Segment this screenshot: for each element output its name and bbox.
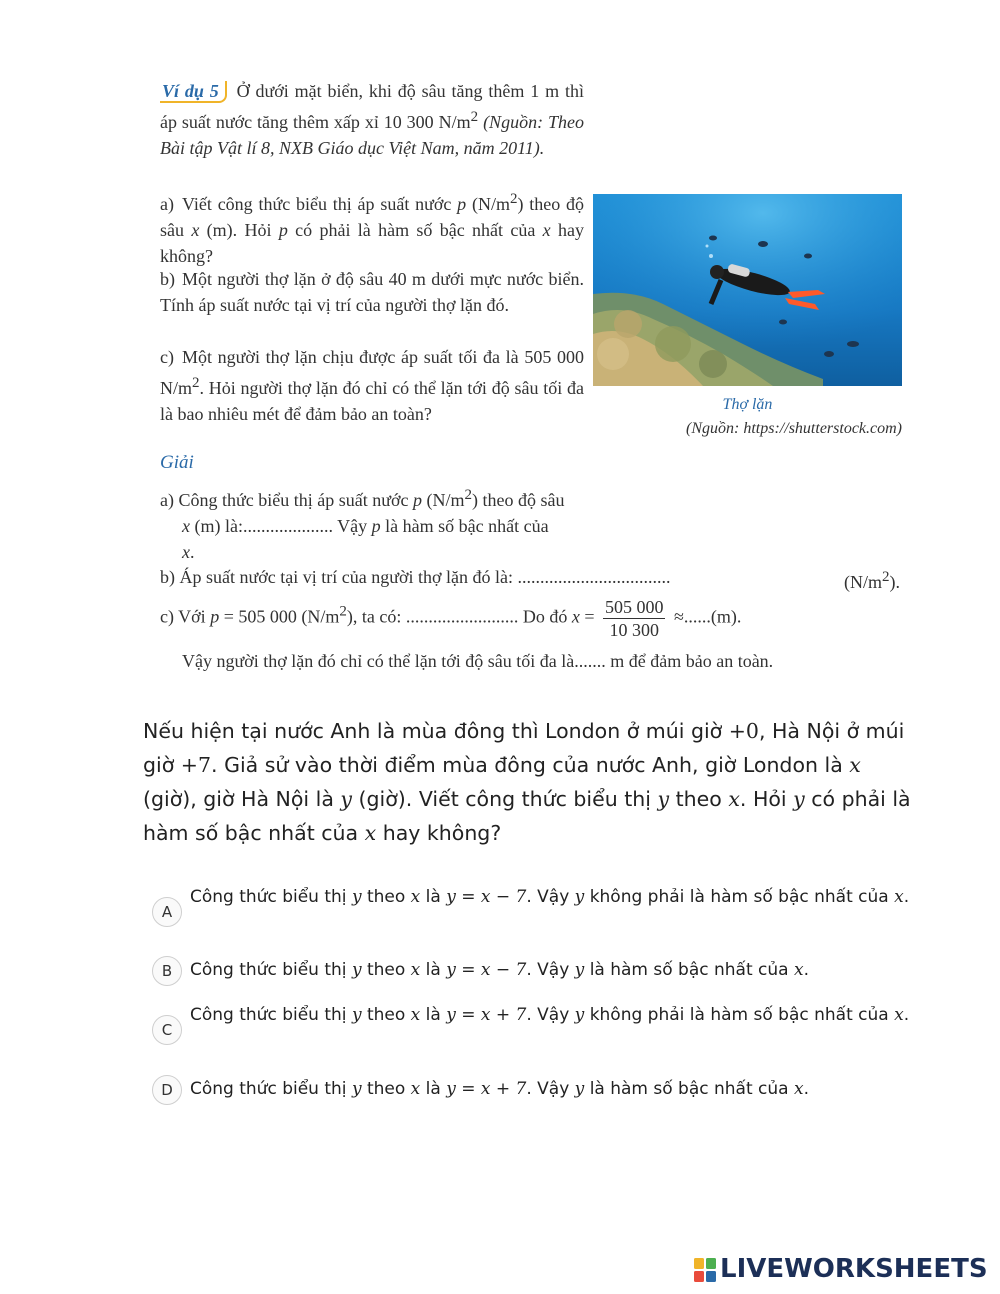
q-t8: có phải là hàm số bậc nhất của bbox=[143, 787, 911, 845]
example-part-a bbox=[160, 186, 584, 269]
option-d-circle[interactable]: D bbox=[152, 1075, 182, 1105]
example-source: (Nguồn: Theo Bài tập Vật lí 8, NXB Giáo dục Việt Nam, năm 2011). bbox=[160, 112, 584, 158]
sol-a-var-x-2: x bbox=[182, 542, 190, 562]
example-label: Ví dụ 5 bbox=[160, 81, 227, 103]
option-text-fragment: . Vậy bbox=[526, 887, 570, 907]
part-a-letter: a) bbox=[160, 194, 174, 214]
sol-c-eq: = 505 000 (N/m bbox=[223, 606, 340, 627]
option-text-fragment: . bbox=[803, 1079, 809, 1099]
example-intro-sup: 2 bbox=[470, 109, 479, 125]
example-part-b bbox=[160, 266, 584, 318]
option-text-fragment: . Vậy bbox=[526, 1005, 570, 1025]
option-text-fragment: theo bbox=[366, 1005, 406, 1025]
q-m5: y bbox=[657, 787, 670, 811]
option-math-fragment: x bbox=[410, 1079, 421, 1099]
option-text-fragment: là bbox=[425, 960, 441, 980]
q-t2: , Hà Nội ở múi giờ bbox=[143, 719, 905, 777]
part-a-var-p-2: p bbox=[278, 220, 288, 240]
sol-c-equals: = bbox=[584, 606, 595, 627]
option-math-fragment: y bbox=[351, 1079, 362, 1099]
option-math-fragment: x bbox=[794, 1079, 804, 1099]
sol-b-unit: (N/m bbox=[844, 572, 882, 592]
part-b-letter: b) bbox=[160, 269, 175, 289]
part-a-var-x: x bbox=[191, 220, 200, 240]
option-text-fragment: là bbox=[425, 1005, 441, 1025]
q-m1: +0 bbox=[728, 719, 759, 743]
solution-part-a bbox=[160, 482, 610, 565]
sol-a-var-p: p bbox=[412, 490, 422, 510]
option-text-fragment: là bbox=[425, 1079, 441, 1099]
part-c-text-1: Một người thợ lặn chịu được áp suất tối đa là 505 000 N/m bbox=[160, 347, 584, 398]
sol-c-denominator: 10 300 bbox=[609, 620, 659, 640]
sol-end-text-1: Vậy người thợ lặn đó chỉ có thể lặn tới độ sâu tối đa là bbox=[182, 651, 575, 671]
sol-c-approx: ≈ bbox=[673, 606, 684, 627]
option-text-fragment: . bbox=[903, 887, 910, 907]
example-intro bbox=[160, 78, 584, 161]
sol-c-unit: (m). bbox=[710, 606, 742, 627]
q-m7: y bbox=[793, 787, 805, 811]
part-a-unit-end: ) bbox=[517, 194, 524, 214]
sol-c-var-x: x bbox=[571, 606, 580, 627]
part-a-text-4: có phải là hàm số bậc nhất của bbox=[295, 220, 536, 240]
option-math-fragment: y bbox=[351, 1005, 362, 1025]
option-math-fragment: y = x + 7 bbox=[446, 1005, 527, 1025]
option-math-fragment: x bbox=[410, 960, 421, 980]
option-math-fragment: y bbox=[351, 960, 362, 980]
option-a-text[interactable] bbox=[190, 883, 950, 911]
option-text-fragment: . bbox=[803, 960, 809, 980]
part-a-var-p: p bbox=[457, 194, 467, 214]
part-a-text-3: (m). Hỏi bbox=[206, 220, 272, 240]
option-text-fragment: . bbox=[903, 1005, 910, 1025]
solution-heading: Giải bbox=[160, 452, 194, 473]
option-text-fragment: là bbox=[425, 887, 441, 907]
sol-a-var-p-2: p bbox=[371, 516, 381, 536]
sol-a-text-3: (m) là: bbox=[194, 516, 243, 536]
sol-c-text-3: Do đó bbox=[522, 606, 568, 627]
option-text-fragment: là hàm số bậc nhất của bbox=[589, 1079, 789, 1099]
liveworksheets-text: LIVEWORKSHEETS bbox=[720, 1254, 988, 1284]
q-t9: hay không? bbox=[382, 821, 502, 845]
question-text bbox=[143, 714, 913, 850]
part-a-text-1: Viết công thức biểu thị áp suất nước bbox=[182, 194, 452, 214]
example-part-c bbox=[160, 344, 584, 427]
option-text-fragment: theo bbox=[366, 887, 406, 907]
part-a-unit: (N/m bbox=[471, 194, 510, 214]
sol-c-blank[interactable]: ......................... bbox=[405, 606, 519, 627]
q-t5: (giờ). Viết công thức biểu thị bbox=[358, 787, 651, 811]
q-m6: x bbox=[728, 787, 740, 811]
part-a-unit-sup: 2 bbox=[509, 191, 518, 207]
option-text-fragment: không phải là hàm số bậc nhất của bbox=[589, 887, 889, 907]
sol-b-end: ). bbox=[889, 572, 900, 592]
sol-b-text: b) Áp suất nước tại vị trí của người thợ lặn đó là: bbox=[160, 567, 513, 587]
sol-c-text-2: ), ta có: bbox=[346, 606, 402, 627]
option-text-fragment: Công thức biểu thị bbox=[190, 1079, 347, 1099]
option-b-text[interactable] bbox=[190, 956, 950, 984]
option-c-circle[interactable]: C bbox=[152, 1015, 182, 1045]
sol-a-unit: (N/m bbox=[426, 490, 465, 510]
sol-c-blank-2[interactable]: ...... bbox=[683, 606, 711, 627]
sol-end-blank[interactable]: ....... bbox=[574, 651, 606, 671]
q-m3: x bbox=[849, 753, 861, 777]
option-b-circle[interactable]: B bbox=[152, 956, 182, 986]
photo-source: (Nguồn: https://shutterstock.com) bbox=[686, 420, 902, 437]
sol-c-sup: 2 bbox=[339, 603, 347, 620]
diver-illustration bbox=[593, 194, 902, 386]
sol-a-var-x: x bbox=[182, 516, 190, 536]
example-intro-text: Ở dưới mặt biển, khi độ sâu tăng thêm 1 m thì áp suất nước tăng thêm xấp xỉ 10 300 N/m bbox=[160, 81, 584, 132]
option-d-text[interactable] bbox=[190, 1075, 950, 1103]
solution-part-b bbox=[160, 564, 900, 595]
sol-a-end: . bbox=[190, 542, 195, 562]
option-text-fragment: theo bbox=[366, 960, 406, 980]
liveworksheets-brand[interactable] bbox=[694, 1252, 994, 1286]
sol-a-text-1: a) Công thức biểu thị áp suất nước bbox=[160, 490, 409, 510]
option-math-fragment: y = x − 7 bbox=[446, 887, 527, 907]
sol-b-blank[interactable]: .................................. bbox=[517, 567, 671, 587]
option-math-fragment: y bbox=[574, 960, 585, 980]
liveworksheets-logo-icon bbox=[694, 1258, 716, 1282]
option-math-fragment: x bbox=[894, 887, 904, 907]
option-math-fragment: x bbox=[410, 1005, 421, 1025]
sol-a-text-4: Vậy bbox=[337, 516, 368, 536]
option-math-fragment: y = x − 7 bbox=[446, 960, 527, 980]
option-math-fragment: y = x + 7 bbox=[446, 1079, 527, 1099]
option-text-fragment: không phải là hàm số bậc nhất của bbox=[589, 1005, 889, 1025]
option-text-fragment: là hàm số bậc nhất của bbox=[589, 960, 789, 980]
part-a-text-5: hay không? bbox=[160, 220, 584, 266]
q-t3: . Giả sử vào thời điểm mùa đông của nước Anh, giờ London là bbox=[211, 753, 843, 777]
q-t1: Nếu hiện tại nước Anh là mùa đông thì London ở múi giờ bbox=[143, 719, 723, 743]
part-c-letter: c) bbox=[160, 347, 174, 367]
option-math-fragment: x bbox=[410, 887, 421, 907]
q-t4: (giờ), giờ Hà Nội là bbox=[143, 787, 334, 811]
option-math-fragment: y bbox=[574, 1079, 585, 1099]
sol-c-text-1: c) Với bbox=[160, 606, 206, 627]
option-text-fragment: . Vậy bbox=[526, 960, 570, 980]
sol-a-sup: 2 bbox=[464, 487, 472, 503]
diver-photo bbox=[593, 194, 902, 386]
sol-end-text-2: m để đảm bảo an toàn. bbox=[610, 651, 774, 671]
sol-b-sup: 2 bbox=[882, 569, 890, 585]
part-a-text-2: theo độ sâu bbox=[160, 194, 585, 240]
sol-c-fraction bbox=[603, 596, 666, 641]
part-c-sup: 2 bbox=[192, 375, 200, 391]
option-math-fragment: y bbox=[574, 1005, 585, 1025]
option-text-fragment: Công thức biểu thị bbox=[190, 1005, 347, 1025]
q-t6: theo bbox=[675, 787, 722, 811]
photo-caption: Thợ lặn bbox=[722, 396, 773, 413]
option-math-fragment: x bbox=[794, 960, 804, 980]
solution-part-c bbox=[160, 596, 900, 641]
q-t7: . Hỏi bbox=[739, 787, 787, 811]
part-a-var-x-2: x bbox=[542, 220, 551, 240]
option-math-fragment: y bbox=[351, 887, 362, 907]
option-math-fragment: x bbox=[894, 1005, 904, 1025]
option-a-circle[interactable]: A bbox=[152, 897, 182, 927]
option-text-fragment: Công thức biểu thị bbox=[190, 887, 347, 907]
q-m4: y bbox=[340, 787, 353, 811]
sol-c-numerator: 505 000 bbox=[604, 597, 664, 617]
option-text-fragment: Công thức biểu thị bbox=[190, 960, 347, 980]
sol-a-blank[interactable]: .................... bbox=[242, 516, 333, 536]
option-math-fragment: y bbox=[574, 887, 585, 907]
sol-a-text-2: ) theo độ sâu bbox=[471, 490, 565, 510]
option-text-fragment: theo bbox=[366, 1079, 406, 1099]
q-m2: +7 bbox=[180, 753, 212, 777]
option-c-text[interactable] bbox=[190, 1001, 950, 1029]
solution-conclusion bbox=[182, 648, 902, 674]
sol-a-text-5: là hàm số bậc nhất của bbox=[385, 516, 549, 536]
option-text-fragment: . Vậy bbox=[526, 1079, 570, 1099]
sol-c-var-p: p bbox=[210, 606, 220, 627]
part-b-text: Một người thợ lặn ở độ sâu 40 m dưới mực nước biển. Tính áp suất nước tại vị trí của người thợ lặn đó. bbox=[160, 269, 584, 315]
q-m8: x bbox=[364, 821, 377, 845]
part-c-text-2: . Hỏi người thợ lặn đó chỉ có thể lặn tới độ sâu tối đa là bao nhiêu mét để đảm bảo an toàn? bbox=[160, 378, 584, 424]
